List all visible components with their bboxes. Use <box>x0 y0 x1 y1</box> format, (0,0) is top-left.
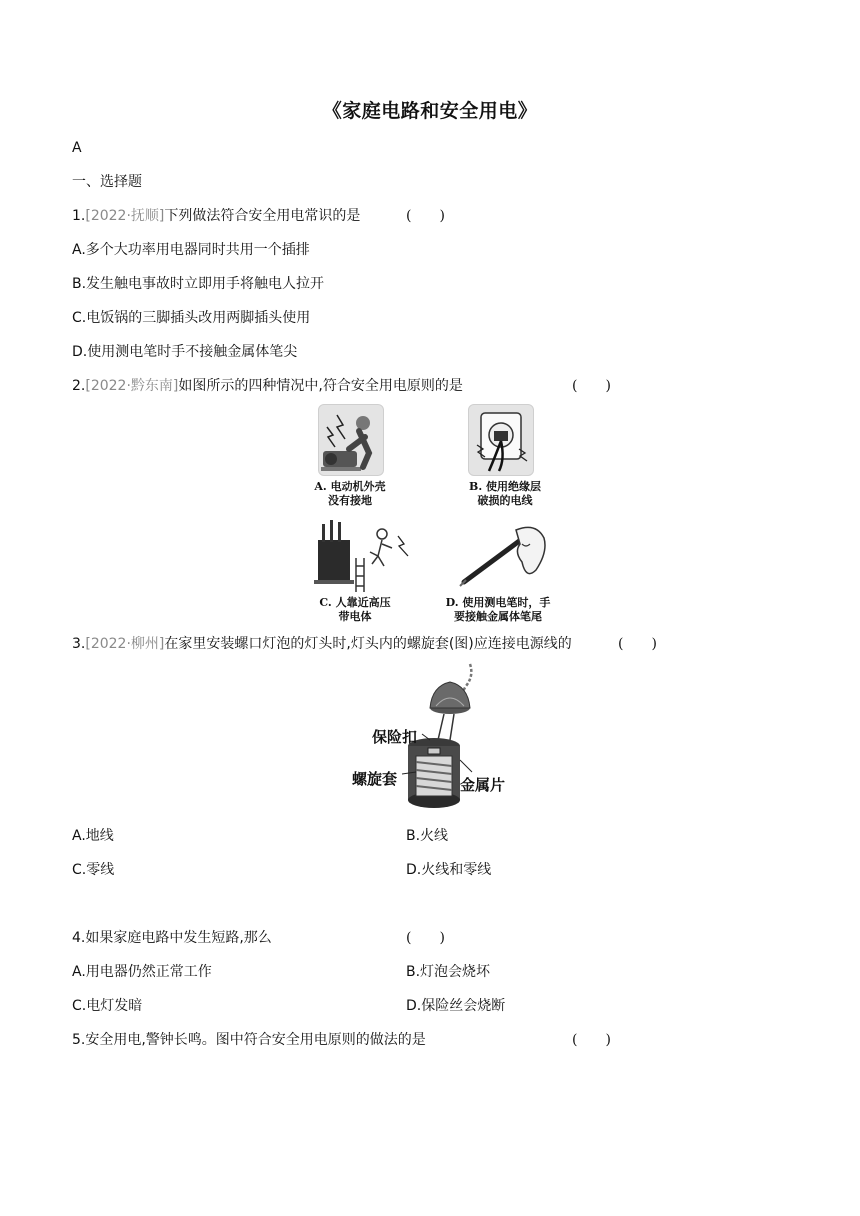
option-c: C.零线 <box>72 862 115 878</box>
caption-d: D. 使用测电笔时，手 要接触金属体笔尾 <box>445 596 551 623</box>
option-a: A.地线 <box>72 828 114 844</box>
safety-figure <box>300 402 570 624</box>
question-source: [2022·抚顺] <box>85 208 165 224</box>
label-screw-sleeve: 螺旋套 <box>352 770 398 788</box>
option-c: C.电饭锅的三脚插头改用两脚插头使用 <box>72 310 311 326</box>
question-stem: 如果家庭电路中发生短路,那么 <box>85 930 272 946</box>
page-title: 《家庭电路和安全用电》 <box>322 100 538 122</box>
question-number: 3. <box>72 636 86 652</box>
question-number: 2. <box>72 378 86 394</box>
option-b: B.灯泡会烧坏 <box>406 964 491 980</box>
question-2 <box>72 376 463 396</box>
option-b: B.发生触电事故时立即用手将触电人拉开 <box>72 276 325 292</box>
question-stem: 下列做法符合安全用电常识的是 <box>164 208 361 224</box>
question-1 <box>72 206 360 226</box>
question-source: [2022·黔东南] <box>85 378 179 394</box>
caption-c: C. 人靠近高压 带电体 <box>319 596 391 623</box>
option-c: C.电灯发暗 <box>72 998 143 1014</box>
option-a: A.用电器仍然正常工作 <box>72 964 212 980</box>
option-d: D.使用测电笔时手不接触金属体笔尖 <box>72 344 298 360</box>
level-label: A <box>72 140 82 156</box>
option-a: A.多个大功率用电器同时共用一个插排 <box>72 242 310 258</box>
question-stem: 在家里安装螺口灯泡的灯头时,灯头内的螺旋套(图)应连接电源线的 <box>164 636 572 652</box>
answer-paren: ( ) <box>572 1032 611 1048</box>
question-3 <box>72 634 572 654</box>
question-number: 5. <box>72 1032 86 1048</box>
option-d: D.火线和零线 <box>406 862 492 878</box>
option-d: D.保险丝会烧断 <box>406 998 506 1014</box>
question-stem: 如图所示的四种情况中,符合安全用电原则的是 <box>178 378 463 394</box>
question-source: [2022·柳州] <box>85 636 165 652</box>
option-b: B.火线 <box>406 828 449 844</box>
section-heading: 一、选择题 <box>72 174 142 190</box>
high-voltage-picture <box>312 518 412 594</box>
lamp-socket-figure <box>350 660 520 820</box>
test-pen-picture <box>456 522 552 592</box>
answer-paren: ( ) <box>618 636 657 652</box>
answer-paren: ( ) <box>572 378 611 394</box>
question-5 <box>72 1030 426 1050</box>
answer-paren: ( ) <box>406 930 445 946</box>
caption-a: A. 电动机外壳 没有接地 <box>314 480 386 507</box>
answer-paren: ( ) <box>406 208 445 224</box>
caption-b: B. 使用绝缘层 破损的电线 <box>469 480 541 507</box>
label-metal-strip: 金属片 <box>460 776 506 794</box>
question-number: 4. <box>72 930 86 946</box>
question-number: 1. <box>72 208 86 224</box>
question-stem: 安全用电,警钟长鸣。图中符合安全用电原则的做法的是 <box>85 1032 426 1048</box>
label-fuse-clip: 保险扣 <box>372 728 418 746</box>
outlet-picture <box>468 404 534 476</box>
question-4 <box>72 928 272 948</box>
motor-picture <box>318 404 384 476</box>
